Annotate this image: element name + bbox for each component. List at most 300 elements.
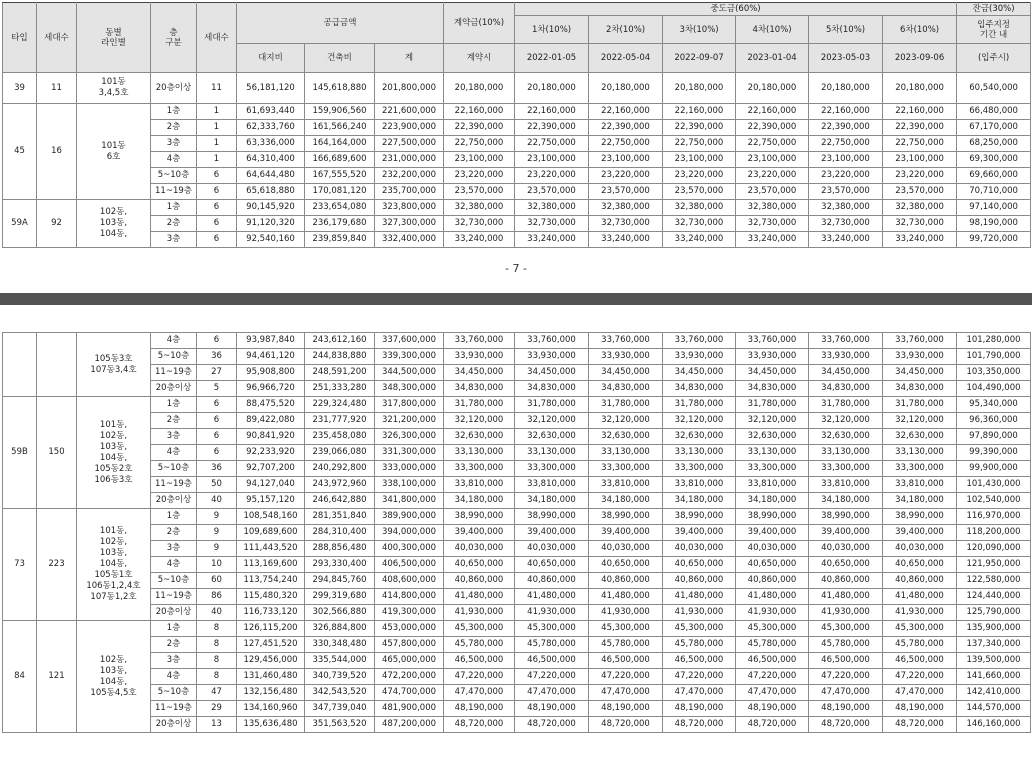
cell-interim-4: 32,120,000 <box>736 413 809 429</box>
cell-floor: 3층 <box>151 232 197 248</box>
cell-interim-1: 33,130,000 <box>515 445 589 461</box>
cell-interim-1: 41,930,000 <box>515 605 589 621</box>
cell-interim-5: 33,240,000 <box>809 232 883 248</box>
cell-households-per-floor: 6 <box>197 200 237 216</box>
header-contract: 계약금(10%) <box>444 3 515 44</box>
header-installment-3: 3차(10%) <box>663 16 736 44</box>
cell-balance: 102,540,000 <box>957 493 1031 509</box>
cell-contract: 22,160,000 <box>444 104 515 120</box>
table-row <box>3 397 1031 413</box>
cell-interim-1: 33,760,000 <box>515 333 589 349</box>
cell-interim-5: 22,160,000 <box>809 104 883 120</box>
cell-interim-4: 22,750,000 <box>736 136 809 152</box>
cell-interim-3: 23,570,000 <box>663 184 736 200</box>
cell-building-cost: 243,612,160 <box>305 333 375 349</box>
building-line-text: 105동3호 <box>94 353 133 364</box>
cell-interim-1: 47,220,000 <box>515 669 589 685</box>
cell-contract: 48,190,000 <box>444 701 515 717</box>
cell-balance: 116,970,000 <box>957 509 1031 525</box>
header-building-line: 동별 라인별 <box>77 3 151 73</box>
cell-interim-5: 33,760,000 <box>809 333 883 349</box>
cell-interim-6: 22,390,000 <box>883 120 957 136</box>
cell-balance: 146,160,000 <box>957 717 1031 733</box>
cell-contract: 33,300,000 <box>444 461 515 477</box>
cell-floor: 11~19층 <box>151 184 197 200</box>
cell-balance: 98,190,000 <box>957 216 1031 232</box>
table-row <box>3 461 1031 477</box>
cell-balance: 120,090,000 <box>957 541 1031 557</box>
cell-interim-5: 47,220,000 <box>809 669 883 685</box>
building-line-text: 6호 <box>106 151 121 162</box>
cell-interim-2: 32,630,000 <box>589 429 663 445</box>
cell-type: 73 <box>3 509 37 621</box>
cell-total: 474,700,000 <box>375 685 444 701</box>
header-supply-amount: 공급금액 <box>237 3 444 44</box>
cell-land-cost: 96,966,720 <box>237 381 305 397</box>
cell-households <box>37 333 77 397</box>
building-line-text: 105동1호 <box>94 570 133 580</box>
cell-interim-2: 33,760,000 <box>589 333 663 349</box>
cell-total: 394,000,000 <box>375 525 444 541</box>
cell-interim-2: 40,030,000 <box>589 541 663 557</box>
cell-households-per-floor: 6 <box>197 232 237 248</box>
cell-households-per-floor: 5 <box>197 381 237 397</box>
header-land-cost: 대지비 <box>237 44 305 73</box>
cell-interim-3: 33,930,000 <box>663 349 736 365</box>
header-balance-due: 입주지정 기간 내 <box>957 16 1031 44</box>
cell-interim-6: 48,190,000 <box>883 701 957 717</box>
cell-interim-4: 47,220,000 <box>736 669 809 685</box>
cell-interim-4: 32,630,000 <box>736 429 809 445</box>
cell-interim-5: 23,570,000 <box>809 184 883 200</box>
table-row <box>3 104 1031 120</box>
cell-interim-1: 23,570,000 <box>515 184 589 200</box>
cell-floor: 2층 <box>151 413 197 429</box>
cell-total: 341,800,000 <box>375 493 444 509</box>
cell-interim-3: 40,860,000 <box>663 573 736 589</box>
cell-balance: 101,790,000 <box>957 349 1031 365</box>
cell-floor: 20층이상 <box>151 605 197 621</box>
cell-households-per-floor: 10 <box>197 557 237 573</box>
cell-interim-1: 48,190,000 <box>515 701 589 717</box>
table-row <box>3 637 1031 653</box>
cell-land-cost: 115,480,320 <box>237 589 305 605</box>
cell-land-cost: 93,987,840 <box>237 333 305 349</box>
building-line-text: 107동3,4호 <box>90 364 137 375</box>
cell-balance: 103,350,000 <box>957 365 1031 381</box>
cell-households-per-floor: 86 <box>197 589 237 605</box>
cell-interim-5: 22,390,000 <box>809 120 883 136</box>
building-line-text: 101동 <box>101 140 126 151</box>
building-line-text: 104동, <box>99 452 128 463</box>
header-installment-2: 2차(10%) <box>589 16 663 44</box>
cell-balance: 99,720,000 <box>957 232 1031 248</box>
cell-balance: 125,790,000 <box>957 605 1031 621</box>
cell-building-cost: 233,654,080 <box>305 200 375 216</box>
cell-building-cost: 330,348,480 <box>305 637 375 653</box>
cell-interim-5: 32,120,000 <box>809 413 883 429</box>
cell-balance: 139,500,000 <box>957 653 1031 669</box>
cell-interim-3: 38,990,000 <box>663 509 736 525</box>
cell-contract: 41,480,000 <box>444 589 515 605</box>
price-table-page-7 <box>2 2 1031 248</box>
cell-interim-5: 33,930,000 <box>809 349 883 365</box>
cell-building-cost: 246,642,880 <box>305 493 375 509</box>
cell-building-cost: 236,179,680 <box>305 216 375 232</box>
cell-interim-2: 47,470,000 <box>589 685 663 701</box>
table-row <box>3 349 1031 365</box>
cell-households-per-floor: 11 <box>197 73 237 104</box>
cell-interim-5: 40,860,000 <box>809 573 883 589</box>
building-line-text: 101동, <box>99 526 128 536</box>
cell-type: 39 <box>3 73 37 104</box>
cell-interim-3: 33,130,000 <box>663 445 736 461</box>
cell-households: 92 <box>37 200 77 248</box>
cell-interim-1: 34,830,000 <box>515 381 589 397</box>
cell-interim-2: 41,480,000 <box>589 589 663 605</box>
cell-interim-3: 34,830,000 <box>663 381 736 397</box>
building-line-text: 103동, <box>99 218 128 228</box>
cell-floor: 5~10층 <box>151 168 197 184</box>
table-header <box>3 3 1031 73</box>
cell-interim-6: 33,300,000 <box>883 461 957 477</box>
cell-balance: 124,440,000 <box>957 589 1031 605</box>
cell-households-per-floor: 8 <box>197 669 237 685</box>
cell-interim-5: 32,630,000 <box>809 429 883 445</box>
cell-floor: 2층 <box>151 120 197 136</box>
cell-interim-2: 34,450,000 <box>589 365 663 381</box>
cell-households-per-floor: 36 <box>197 461 237 477</box>
cell-building-cost: 284,310,400 <box>305 525 375 541</box>
cell-total: 227,500,000 <box>375 136 444 152</box>
building-line-text: 103동, <box>99 665 128 676</box>
cell-interim-5: 45,780,000 <box>809 637 883 653</box>
cell-floor: 4층 <box>151 333 197 349</box>
cell-interim-3: 48,190,000 <box>663 701 736 717</box>
table-row <box>3 685 1031 701</box>
cell-interim-1: 46,500,000 <box>515 653 589 669</box>
price-table-page-8 <box>2 332 1031 733</box>
cell-interim-5: 34,450,000 <box>809 365 883 381</box>
cell-contract: 22,750,000 <box>444 136 515 152</box>
cell-households-per-floor: 6 <box>197 429 237 445</box>
cell-land-cost: 95,908,800 <box>237 365 305 381</box>
cell-building-cost: 293,330,400 <box>305 557 375 573</box>
cell-balance: 66,480,000 <box>957 104 1031 120</box>
cell-floor: 20층이상 <box>151 381 197 397</box>
table-row <box>3 509 1031 525</box>
cell-interim-6: 41,930,000 <box>883 605 957 621</box>
cell-total: 331,300,000 <box>375 445 444 461</box>
cell-households-per-floor: 1 <box>197 104 237 120</box>
header-installment-5: 5차(10%) <box>809 16 883 44</box>
cell-balance: 95,340,000 <box>957 397 1031 413</box>
cell-interim-1: 45,300,000 <box>515 621 589 637</box>
cell-contract: 41,930,000 <box>444 605 515 621</box>
cell-interim-6: 41,480,000 <box>883 589 957 605</box>
cell-land-cost: 65,618,880 <box>237 184 305 200</box>
header-building-cost: 건축비 <box>305 44 375 73</box>
cell-interim-3: 22,390,000 <box>663 120 736 136</box>
cell-households-per-floor: 8 <box>197 653 237 669</box>
cell-interim-3: 32,380,000 <box>663 200 736 216</box>
cell-total: 323,800,000 <box>375 200 444 216</box>
cell-interim-2: 22,390,000 <box>589 120 663 136</box>
cell-interim-3: 22,750,000 <box>663 136 736 152</box>
table-row <box>3 589 1031 605</box>
table-row <box>3 73 1031 104</box>
cell-building-cost: 239,066,080 <box>305 445 375 461</box>
cell-interim-4: 32,730,000 <box>736 216 809 232</box>
cell-floor: 1층 <box>151 104 197 120</box>
building-line-text: 102동, <box>99 537 128 547</box>
cell-building-cost: 347,739,040 <box>305 701 375 717</box>
cell-interim-3: 33,300,000 <box>663 461 736 477</box>
cell-building-cost: 299,319,680 <box>305 589 375 605</box>
cell-balance: 137,340,000 <box>957 637 1031 653</box>
cell-interim-3: 23,220,000 <box>663 168 736 184</box>
cell-interim-3: 39,400,000 <box>663 525 736 541</box>
cell-interim-5: 45,300,000 <box>809 621 883 637</box>
cell-land-cost: 126,115,200 <box>237 621 305 637</box>
building-line-text: 105동2호 <box>94 463 133 474</box>
cell-total: 414,800,000 <box>375 589 444 605</box>
cell-interim-2: 40,650,000 <box>589 557 663 573</box>
cell-building-cost: 161,566,240 <box>305 120 375 136</box>
cell-land-cost: 94,461,120 <box>237 349 305 365</box>
building-line-text: 103동, <box>99 441 128 452</box>
cell-interim-4: 23,100,000 <box>736 152 809 168</box>
cell-contract: 34,830,000 <box>444 381 515 397</box>
cell-interim-4: 40,650,000 <box>736 557 809 573</box>
cell-floor: 3층 <box>151 541 197 557</box>
cell-balance: 101,430,000 <box>957 477 1031 493</box>
cell-interim-1: 23,100,000 <box>515 152 589 168</box>
cell-total: 326,300,000 <box>375 429 444 445</box>
cell-building-cost: 288,856,480 <box>305 541 375 557</box>
cell-interim-1: 45,780,000 <box>515 637 589 653</box>
cell-building-cost: 235,458,080 <box>305 429 375 445</box>
cell-households-per-floor: 47 <box>197 685 237 701</box>
cell-interim-4: 23,220,000 <box>736 168 809 184</box>
cell-interim-2: 23,570,000 <box>589 184 663 200</box>
cell-total: 338,100,000 <box>375 477 444 493</box>
cell-households-per-floor: 50 <box>197 477 237 493</box>
cell-contract: 32,630,000 <box>444 429 515 445</box>
cell-interim-5: 33,300,000 <box>809 461 883 477</box>
header-date-4: 2023-01-04 <box>736 44 809 73</box>
cell-interim-6: 40,030,000 <box>883 541 957 557</box>
cell-balance: 70,710,000 <box>957 184 1031 200</box>
cell-balance: 67,170,000 <box>957 120 1031 136</box>
table-row <box>3 653 1031 669</box>
cell-interim-4: 39,400,000 <box>736 525 809 541</box>
cell-interim-2: 33,300,000 <box>589 461 663 477</box>
cell-contract: 40,030,000 <box>444 541 515 557</box>
cell-building-cost: 240,292,800 <box>305 461 375 477</box>
cell-interim-4: 47,470,000 <box>736 685 809 701</box>
cell-interim-3: 20,180,000 <box>663 73 736 104</box>
header-balance-sub: (입주시) <box>957 44 1031 73</box>
cell-contract: 34,450,000 <box>444 365 515 381</box>
cell-households-per-floor: 29 <box>197 701 237 717</box>
cell-interim-4: 40,860,000 <box>736 573 809 589</box>
header-installment-4: 4차(10%) <box>736 16 809 44</box>
cell-interim-2: 32,730,000 <box>589 216 663 232</box>
cell-land-cost: 113,754,240 <box>237 573 305 589</box>
cell-land-cost: 132,156,480 <box>237 685 305 701</box>
table-row <box>3 184 1031 200</box>
cell-interim-6: 34,830,000 <box>883 381 957 397</box>
cell-balance: 97,140,000 <box>957 200 1031 216</box>
cell-households-per-floor: 13 <box>197 717 237 733</box>
table-row <box>3 120 1031 136</box>
cell-interim-4: 48,720,000 <box>736 717 809 733</box>
table-row <box>3 557 1031 573</box>
table-row <box>3 621 1031 637</box>
cell-land-cost: 62,333,760 <box>237 120 305 136</box>
cell-households-per-floor: 1 <box>197 136 237 152</box>
cell-contract: 22,390,000 <box>444 120 515 136</box>
cell-interim-1: 48,720,000 <box>515 717 589 733</box>
cell-households: 11 <box>37 73 77 104</box>
header-total: 계 <box>375 44 444 73</box>
cell-building-cost: 302,566,880 <box>305 605 375 621</box>
cell-land-cost: 56,181,120 <box>237 73 305 104</box>
cell-interim-6: 46,500,000 <box>883 653 957 669</box>
header-date-3: 2022-09-07 <box>663 44 736 73</box>
cell-interim-1: 32,630,000 <box>515 429 589 445</box>
cell-interim-6: 39,400,000 <box>883 525 957 541</box>
cell-balance: 104,490,000 <box>957 381 1031 397</box>
cell-contract: 33,930,000 <box>444 349 515 365</box>
cell-interim-2: 22,160,000 <box>589 104 663 120</box>
cell-floor: 3층 <box>151 429 197 445</box>
cell-interim-5: 46,500,000 <box>809 653 883 669</box>
cell-land-cost: 63,336,000 <box>237 136 305 152</box>
cell-total: 339,300,000 <box>375 349 444 365</box>
cell-interim-2: 33,810,000 <box>589 477 663 493</box>
cell-building-cost: 351,563,520 <box>305 717 375 733</box>
cell-interim-5: 34,180,000 <box>809 493 883 509</box>
cell-contract: 40,650,000 <box>444 557 515 573</box>
cell-interim-3: 47,470,000 <box>663 685 736 701</box>
cell-households-per-floor: 9 <box>197 525 237 541</box>
cell-floor: 20층이상 <box>151 73 197 104</box>
header-households: 세대수 <box>37 3 77 73</box>
table-row <box>3 525 1031 541</box>
cell-building-cost: 231,777,920 <box>305 413 375 429</box>
cell-interim-1: 20,180,000 <box>515 73 589 104</box>
cell-building-cost: 248,591,200 <box>305 365 375 381</box>
cell-interim-6: 45,300,000 <box>883 621 957 637</box>
cell-interim-6: 33,130,000 <box>883 445 957 461</box>
cell-land-cost: 127,451,520 <box>237 637 305 653</box>
cell-interim-3: 34,180,000 <box>663 493 736 509</box>
table-row <box>3 429 1031 445</box>
cell-interim-6: 40,860,000 <box>883 573 957 589</box>
header-balance: 잔금(30%) <box>957 3 1031 16</box>
cell-households: 121 <box>37 621 77 733</box>
cell-contract: 48,720,000 <box>444 717 515 733</box>
cell-land-cost: 109,689,600 <box>237 525 305 541</box>
cell-contract: 33,240,000 <box>444 232 515 248</box>
cell-households-per-floor: 6 <box>197 184 237 200</box>
cell-floor: 4층 <box>151 152 197 168</box>
table-row <box>3 152 1031 168</box>
building-line-text: 102동, <box>99 430 128 441</box>
cell-interim-5: 23,220,000 <box>809 168 883 184</box>
cell-interim-5: 40,650,000 <box>809 557 883 573</box>
cell-interim-4: 38,990,000 <box>736 509 809 525</box>
cell-land-cost: 113,169,600 <box>237 557 305 573</box>
cell-land-cost: 91,120,320 <box>237 216 305 232</box>
cell-floor: 1층 <box>151 397 197 413</box>
cell-land-cost: 116,733,120 <box>237 605 305 621</box>
header-contract-sub: 계약시 <box>444 44 515 73</box>
cell-interim-2: 45,780,000 <box>589 637 663 653</box>
cell-interim-6: 33,760,000 <box>883 333 957 349</box>
table-row <box>3 573 1031 589</box>
cell-total: 419,300,000 <box>375 605 444 621</box>
cell-floor: 5~10층 <box>151 349 197 365</box>
cell-interim-4: 33,760,000 <box>736 333 809 349</box>
cell-households-per-floor: 6 <box>197 216 237 232</box>
cell-interim-2: 38,990,000 <box>589 509 663 525</box>
cell-floor: 4층 <box>151 445 197 461</box>
cell-interim-2: 46,500,000 <box>589 653 663 669</box>
cell-total: 389,900,000 <box>375 509 444 525</box>
cell-land-cost: 129,456,000 <box>237 653 305 669</box>
cell-interim-4: 31,780,000 <box>736 397 809 413</box>
cell-interim-2: 40,860,000 <box>589 573 663 589</box>
cell-interim-2: 33,130,000 <box>589 445 663 461</box>
cell-interim-4: 33,130,000 <box>736 445 809 461</box>
table-row <box>3 717 1031 733</box>
cell-interim-3: 22,160,000 <box>663 104 736 120</box>
cell-interim-4: 45,780,000 <box>736 637 809 653</box>
cell-interim-1: 40,860,000 <box>515 573 589 589</box>
cell-interim-2: 39,400,000 <box>589 525 663 541</box>
cell-total: 337,600,000 <box>375 333 444 349</box>
cell-land-cost: 92,540,160 <box>237 232 305 248</box>
cell-interim-2: 32,380,000 <box>589 200 663 216</box>
cell-interim-2: 33,930,000 <box>589 349 663 365</box>
cell-interim-4: 34,830,000 <box>736 381 809 397</box>
header-type: 타입 <box>3 3 37 73</box>
cell-interim-5: 23,100,000 <box>809 152 883 168</box>
cell-land-cost: 111,443,520 <box>237 541 305 557</box>
cell-interim-2: 45,300,000 <box>589 621 663 637</box>
cell-building-cost: 281,351,840 <box>305 509 375 525</box>
cell-land-cost: 95,157,120 <box>237 493 305 509</box>
cell-interim-6: 32,380,000 <box>883 200 957 216</box>
cell-floor: 11~19층 <box>151 701 197 717</box>
cell-interim-1: 22,390,000 <box>515 120 589 136</box>
cell-total: 332,400,000 <box>375 232 444 248</box>
cell-interim-1: 40,030,000 <box>515 541 589 557</box>
cell-interim-6: 47,470,000 <box>883 685 957 701</box>
cell-interim-5: 48,190,000 <box>809 701 883 717</box>
cell-interim-3: 33,810,000 <box>663 477 736 493</box>
cell-floor: 4층 <box>151 557 197 573</box>
header-households-per-floor: 세대수 <box>197 3 237 73</box>
cell-interim-1: 33,240,000 <box>515 232 589 248</box>
cell-total: 400,300,000 <box>375 541 444 557</box>
cell-interim-6: 32,630,000 <box>883 429 957 445</box>
cell-interim-3: 48,720,000 <box>663 717 736 733</box>
cell-building-cost: 167,555,520 <box>305 168 375 184</box>
